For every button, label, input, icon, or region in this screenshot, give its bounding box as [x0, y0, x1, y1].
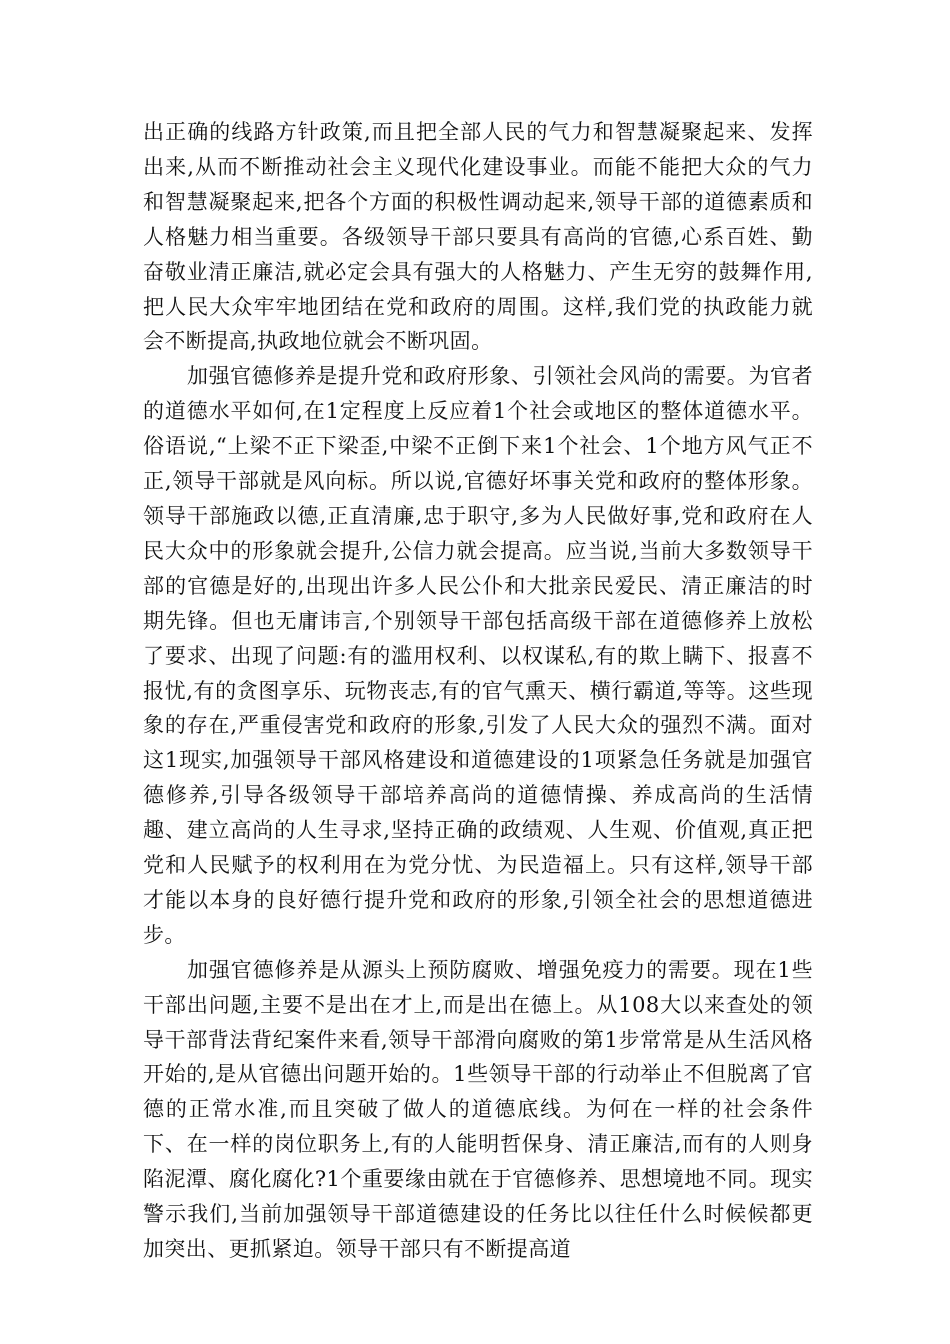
paragraph-continuation: 出正确的线路方针政策,而且把全部人民的气力和智慧凝聚起来、发挥出来,从而不断推动社会主义现代化建设事业。而能不能把大众的气力和智慧凝聚起来,把各个方面的积极性调动起来,领导干部的道德素质和人格魅力相当重要。各级领导干部只要具有高尚的官德,心系百姓、勤奋敬业清正廉洁,就必定会具有强大的人格魅力、产生无穷的鼓舞作用,把人民大众牢牢地团结在党和政府的周围。这样,我们党的执政能力就会不断提高,执政地位就会不断巩固。 — [143, 120, 813, 354]
paragraph-image-of-party: 加强官德修养是提升党和政府形象、引领社会风尚的需要。为官者的道德水平如何,在1定程度上反应着1个社会或地区的整体道德水平。俗语说,“上梁不正下梁歪,中梁不正倒下来1个社会、1个地方风气正不正,领导干部就是风向标。所以说,官德好坏事关党和政府的整体形象。领导干部施政以德,正直清廉,忠于职守,多为人民做好事,党和政府在人民大众中的形象就会提升,公信力就会提高。应当说,当前大多数领导干部的官德是好的,出现出许多人民公仆和大批亲民爱民、清正廉洁的时期先锋。但也无庸讳言,个别领导干部包括高级干部在道德修养上放松了要求、出现了问题:有的滥用权利、以权谋私,有的欺上瞒下、报喜不报忧,有的贪图享乐、玩物丧志,有的官气熏天、横行霸道,等等。这些现象的存在,严重侵害党和政府的形象,引发了人民大众的强烈不满。面对这1现实,加强领导干部风格建设和道德建设的1项紧急任务就是加强官德修养,引导各级领导干部培养高尚的道德情操、养成高尚的生活情趣、建立高尚的人生寻求,坚持正确的政绩观、人生观、价值观,真正把党和人民赋予的权利用在为党分忧、为民造福上。只有这样,领导干部才能以本身的良好德行提升党和政府的形象,引领全社会的思想道德进步。 — [143, 364, 813, 947]
paragraph-anti-corruption: 加强官德修养是从源头上预防腐败、增强免疫力的需要。现在1些干部出问题,主要不是出在才上,而是出在德上。从108大以来查处的领导干部背法背纪案件来看,领导干部滑向腐败的第1步常常是从生活风格开始的,是从官德出问题开始的。1些领导干部的行动举止不但脱离了官德的正常水准,而且突破了做人的道德底线。为何在一样的社会条件下、在一样的岗位职务上,有的人能明哲保身、清正廉洁,而有的人则身陷泥潭、腐化腐化?1个重要缘由就在于官德修养、思想境地不同。现实警示我们,当前加强领导干部道德建设的任务比以往任什么时候候都更加突出、更抓紧迫。领导干部只有不断提高道 — [143, 957, 813, 1261]
document-body — [143, 115, 813, 1267]
